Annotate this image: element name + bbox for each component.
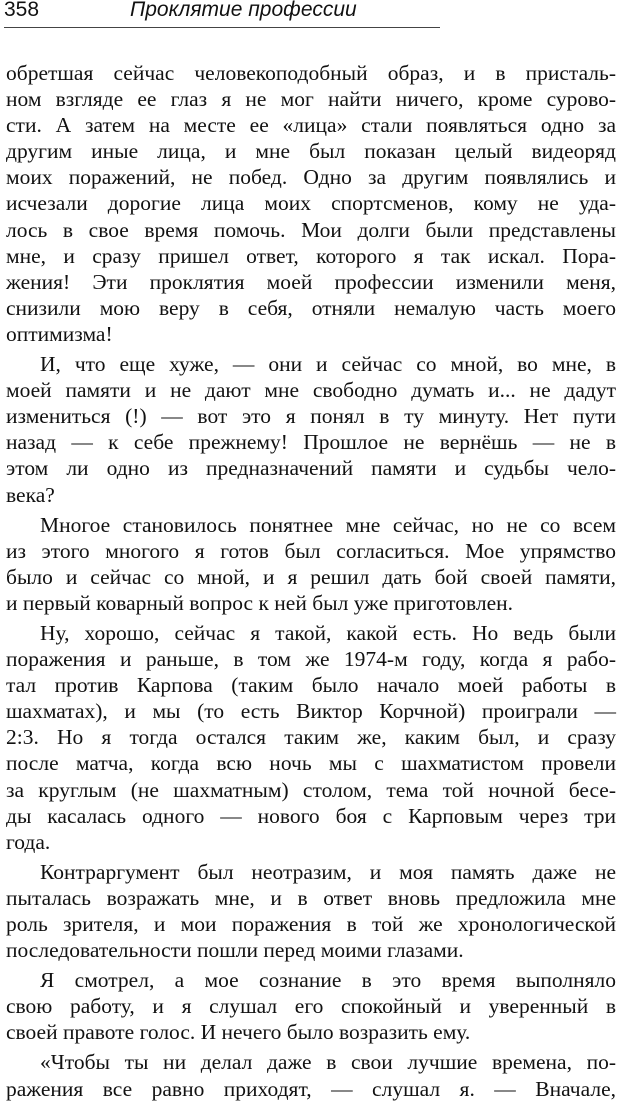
text-line: снизили мою веру в себя, отняли немалую часть моего [6,295,616,320]
text-line: 2:3. Но я тогда остался таким же, каким был, и сразу [6,725,616,750]
text-line: ды касалась одного — нового боя с Карповым через три [6,803,616,828]
text-line: пыталась возражать мне, и в ответ вновь предложила мне [6,885,616,910]
text-line: исчезали дорогие лица моих спортсменов, кому не уда- [6,191,616,216]
text-line: моих поражений, не побед. Одно за другим появлялись и [6,165,616,190]
page-number: 358 [4,0,40,21]
text-line: «Чтобы ты ни делал даже в свои лучшие времена, по- [40,1050,616,1075]
text-line: сти. А затем на месте ее «лица» стали появляться одно за [6,113,616,138]
text-line: жения! Эти проклятия моей профессии изменили меня, [6,269,616,294]
text-line: ном взгляде ее глаз я не мог найти ничего, кроме сурово- [6,87,616,112]
text-line: моей памяти и не дают мне свободно думать и... не дадут [6,378,616,403]
paragraph [6,351,616,508]
text-line: ражения все равно приходят, — слушал я. — Вначале, [6,1076,616,1101]
text-line: шахматах), и мы (то есть Виктор Корчной) проиграли — [6,699,616,724]
text-line: оптимизма! [6,321,113,346]
paragraph [6,60,616,347]
paragraph [6,620,616,855]
text-line: века? [6,482,55,507]
text-line: измениться (!) — вот это я понял в ту минуту. Нет пути [6,404,616,429]
page-header [4,0,440,28]
text-line: своей правоте голос. И нечего было возразить ему. [6,1020,471,1045]
text-line: Контраргумент был неотразим, и моя память даже не [40,859,616,884]
text-line: за круглым (не шахматным) столом, тема той ночной бесе- [6,777,616,802]
text-line: мне, и сразу пришел ответ, которого я так искал. Пора- [6,243,616,268]
text-line: после матча, когда всю ночь мы с шахматистом провели [6,751,616,776]
text-line: последовательности пошли перед моими глазами. [6,938,464,963]
text-line: свою работу, и я слушал его спокойный и уверенный в [6,994,616,1019]
text-line: из этого многого я готов был согласиться. Мое упрямство [6,538,616,563]
text-line: года. [6,829,51,854]
text-line: лось в свое время помочь. Мои долги были представлены [6,217,616,242]
running-title: Проклятие профессии [130,0,357,21]
text-line: другим иные лица, и мне был показан целый видеоряд [6,139,616,164]
paragraph [6,967,616,1045]
text-line: этом ли одно из предназначений памяти и судьбы чело- [6,456,616,481]
text-line: обретшая сейчас человекоподобный образ, и в присталь- [6,61,616,85]
body-text [6,60,616,1102]
paragraph [6,859,616,963]
text-line: и первый коварный вопрос к ней был уже приготовлен. [6,590,514,615]
text-line: И, что еще хуже, — они и сейчас со мной, во мне, в [40,352,616,377]
text-line: роль зрителя, и мои поражения в той же хронологической [6,912,616,936]
text-line: Ну, хорошо, сейчас я такой, какой есть. Но ведь были [40,620,616,645]
text-line: Я смотрел, а мое сознание в это время выполняло [40,968,616,993]
paragraph [6,512,616,616]
text-line: поражения и раньше, в том же 1974-м году, когда я рабо- [6,647,616,672]
text-line: назад — к себе прежнему! Прошлое не вернёшь — не в [6,430,616,455]
text-line: тал против Карпова (таким было начало моей работы в [6,673,616,698]
text-line: Многое становилось понятнее мне сейчас, но не со всем [40,512,616,537]
text-line: было и сейчас со мной, и я решил дать бой своей памяти, [6,564,616,589]
paragraph [6,1049,616,1101]
